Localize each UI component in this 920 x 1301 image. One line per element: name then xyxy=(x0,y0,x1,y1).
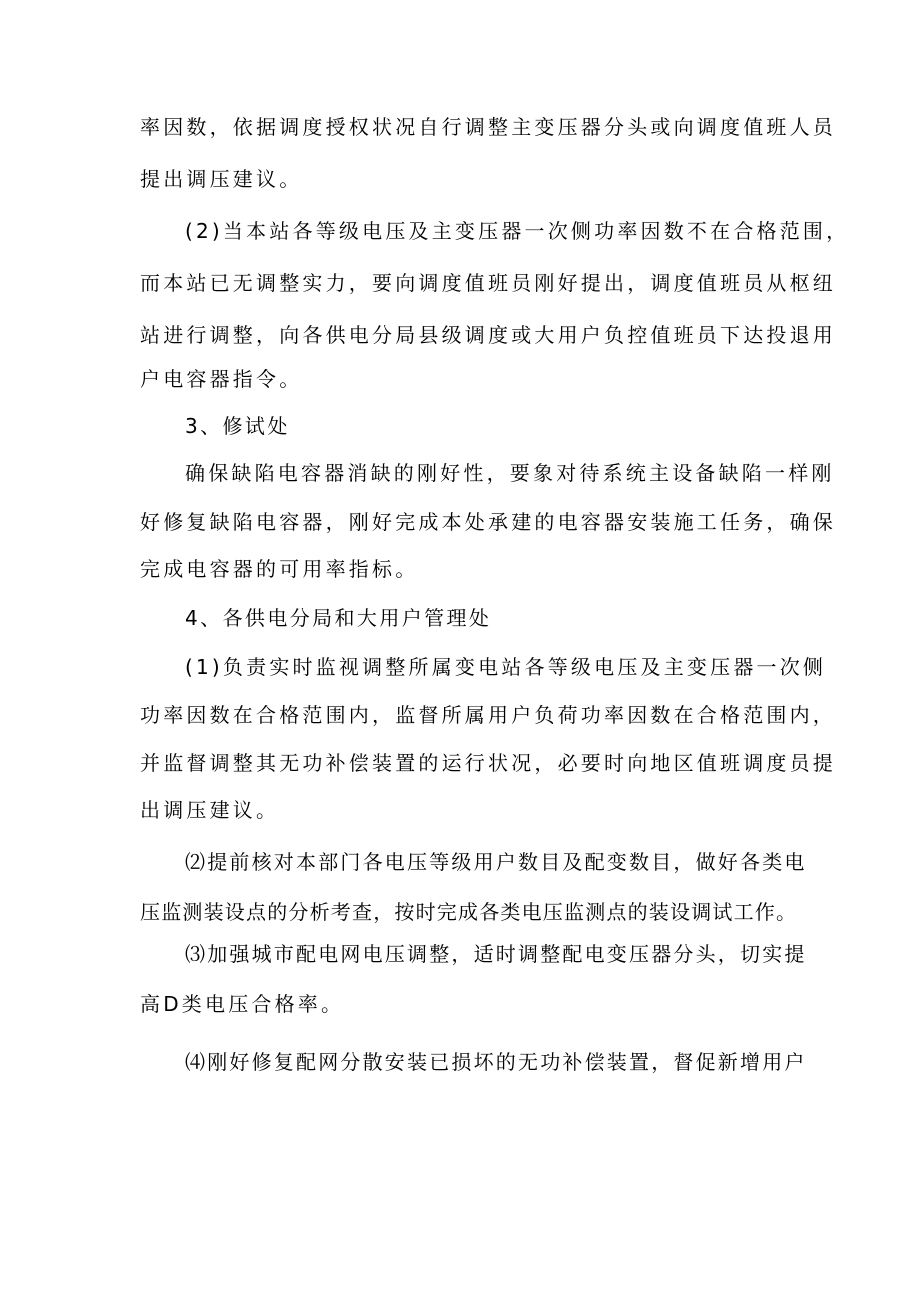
text-line: 站进行调整，向各供电分局县级调度或大用户负控值班员下达投退用 xyxy=(140,323,836,347)
paragraph-2b-line: ⑵提前核对本部门各电压等级用户数目及配变数目，做好各类电 xyxy=(185,850,807,874)
text-line: 并监督调整其无功补偿装置的运行状况，必要时向地区值班调度员提 xyxy=(140,751,836,775)
text-line: 完成电容器的可用率指标。 xyxy=(140,557,419,581)
section-heading-4: 4、各供电分局和大用户管理处 xyxy=(185,606,492,630)
text-line: 户电容器指令。 xyxy=(140,367,303,391)
text-line: 确保缺陷电容器消缺的刚好性，要象对待系统主设备缺陷一样刚 xyxy=(185,461,835,485)
section-heading-3: 3、修试处 xyxy=(185,414,290,438)
text-line: 提出调压建议。 xyxy=(140,167,303,191)
text-line: 率因数，依据调度授权状况自行调整主变压器分头或向调度值班人员 xyxy=(140,115,836,139)
text-line: 出调压建议。 xyxy=(140,798,280,822)
text-line: 高D类电压合格率。 xyxy=(140,992,345,1016)
paragraph-2-line: (2)当本站各等级电压及主变压器一次侧功率因数不在合格范围， xyxy=(185,219,850,243)
paragraph-1-line: (1)负责实时监视调整所属变电站各等级电压及主变压器一次侧 xyxy=(185,655,827,679)
text-line: 而本站已无调整实力，要向调度值班员刚好提出，调度值班员从枢纽 xyxy=(140,271,836,295)
text-line: 好修复缺陷电容器，刚好完成本处承建的电容器安装施工任务，确保 xyxy=(140,510,836,534)
text-line: 功率因数在合格范围内，监督所属用户负荷功率因数在合格范围内， xyxy=(140,703,836,727)
text-line: 压监测装设点的分析考查，按时完成各类电压监测点的装设调试工作。 xyxy=(140,900,798,924)
paragraph-3-line: ⑶加强城市配电网电压调整，适时调整配电变压器分头，切实提 xyxy=(185,942,807,966)
paragraph-4-line: ⑷刚好修复配网分散安装已损坏的无功补偿装置，督促新增用户 xyxy=(185,1050,807,1074)
